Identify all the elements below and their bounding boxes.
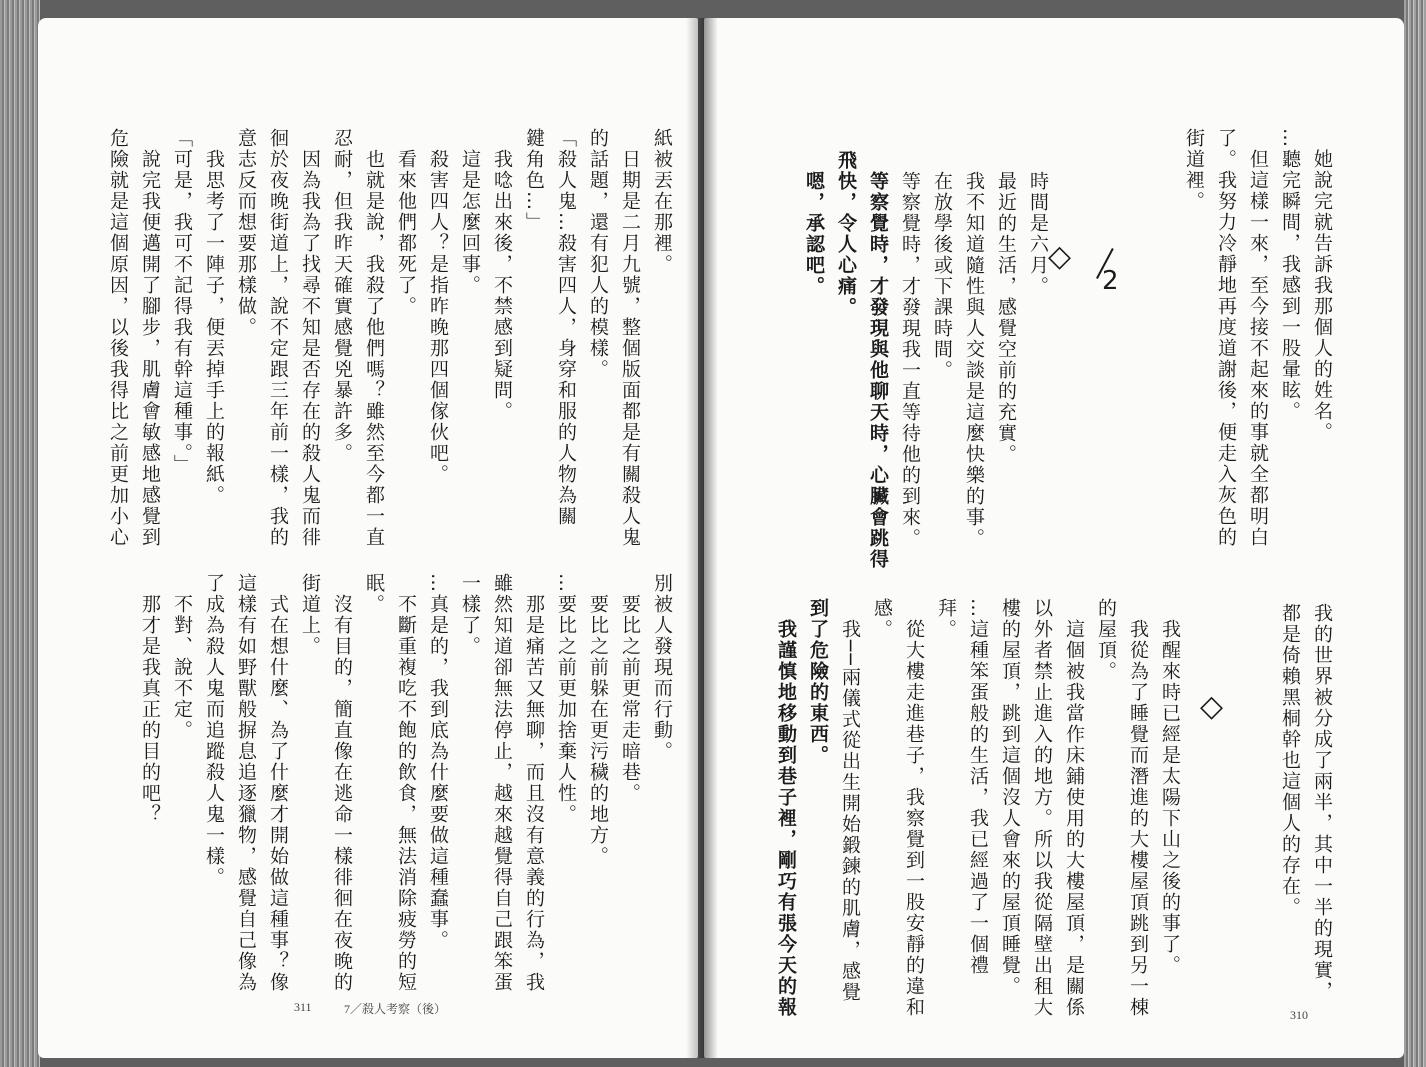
text-line: 飛快，令人心痛。 bbox=[835, 150, 857, 318]
text-line: 危險就是這個原因，以後我得比之前更加小心 bbox=[107, 128, 129, 548]
text-line: 「可是，我可不記得我有幹這種事。」 bbox=[171, 128, 193, 476]
book-gutter-shadow bbox=[686, 18, 718, 1058]
text-line: …真是的，我到底為什麼要做這種蠢事。 bbox=[427, 573, 449, 951]
text-line: 這是怎麼回事。 bbox=[459, 128, 481, 296]
book-page-edges-left bbox=[0, 0, 40, 1067]
text-line: 我思考了一陣子，便丟掉手上的報紙。 bbox=[203, 128, 225, 506]
text-line: 我謹慎地移動到巷子裡，剛巧有張今天的報 bbox=[775, 598, 797, 1018]
text-line: 到了危險的東西。 bbox=[807, 598, 829, 766]
scene-divider-upper: ◇ bbox=[1048, 239, 1072, 274]
text-line: 殺害四人？是指昨晚那四個傢伙吧。 bbox=[427, 128, 449, 485]
text-line: 從大樓走進巷子，我察覺到一股安靜的違和 bbox=[903, 598, 925, 1018]
text-line: 我從為了睡覺而潛進的大樓屋頂跳到另一棟 bbox=[1127, 598, 1149, 1018]
scene-divider-lower: ◇ bbox=[1200, 689, 1224, 724]
text-line: 那才是我真正的目的吧？ bbox=[139, 573, 161, 825]
text-line: 都是倚賴黑桐幹也這個人的存在。 bbox=[1279, 603, 1301, 918]
text-line: 時間是六月。 bbox=[1027, 150, 1049, 297]
text-line: 我醒來時已經是太陽下山之後的事了。 bbox=[1159, 598, 1181, 976]
left-page-upper-text bbox=[102, 128, 678, 548]
text-line: 在放學後或下課時間。 bbox=[931, 150, 953, 381]
text-line: 這樣有如野獸般摒息追逐獵物，感覺自己像為 bbox=[235, 573, 257, 993]
text-line: 「殺人鬼…殺害四人，身穿和服的人物為關 bbox=[555, 128, 577, 527]
text-line: 看來他們都死了。 bbox=[395, 128, 417, 317]
text-line: …這種笨蛋般的生活，我已經過了一個禮 bbox=[967, 598, 989, 976]
text-line: 紙被丟在那裡。 bbox=[651, 128, 673, 275]
text-line: 別被人發現而行動。 bbox=[651, 573, 673, 762]
text-line: 的屋頂。 bbox=[1095, 598, 1117, 682]
text-line: 不斷重複吃不飽的飲食，無法消除疲勞的短 bbox=[395, 573, 417, 993]
text-line: 沒有目的，簡直像在逃命一樣徘徊在夜晚的 bbox=[331, 573, 353, 993]
text-line: 鍵角色…」 bbox=[523, 128, 545, 233]
text-line: 要比之前更常走暗巷。 bbox=[619, 573, 641, 804]
left-page bbox=[38, 18, 698, 1058]
text-line: 那是痛苦又無聊，而且沒有意義的行為，我 bbox=[523, 573, 545, 993]
text-line: 式在想什麼、為了什麼才開始做這種事？像 bbox=[267, 573, 289, 993]
right-page bbox=[704, 18, 1404, 1058]
text-line: 日期是二月九號，整個版面都是有關殺人鬼 bbox=[619, 128, 641, 548]
left-page-lower-text bbox=[134, 573, 678, 993]
text-line: 忍耐，但我昨天確實感覺兇暴許多。 bbox=[331, 128, 353, 464]
text-line: 了。我努力冷靜地再度道謝後，便走入灰色的 bbox=[1215, 128, 1237, 548]
text-line: 我唸出來後，不禁感到疑問。 bbox=[491, 128, 513, 422]
text-line: 最近的生活，感覺空前的充實。 bbox=[995, 150, 1017, 465]
text-line: 了成為殺人鬼而追蹤殺人鬼一樣。 bbox=[203, 573, 225, 888]
right-page-lower-text-part1 bbox=[1274, 603, 1338, 1002]
bleed-through-text bbox=[108, 578, 140, 730]
text-line: 等察覺時，才發現與他聊天時，心臟會跳得 bbox=[867, 150, 889, 570]
text-line: 等察覺時，才發現我一直等待他的到來。 bbox=[899, 150, 921, 549]
text-line: …要比之前更加捨棄人性。 bbox=[555, 573, 577, 825]
text-line: 這個被我當作床鋪使用的大樓屋頂，是關係 bbox=[1063, 598, 1085, 1018]
text-line: 她說完就告訴我那個人的姓名。 bbox=[1311, 128, 1333, 443]
right-page-lower-text-part2 bbox=[770, 598, 1186, 1018]
text-line: 我的世界被分成了兩半，其中一半的現實， bbox=[1311, 603, 1333, 1002]
text-line: 要比之前躲在更污穢的地方。 bbox=[587, 573, 609, 867]
section-number: 2 bbox=[1102, 266, 1119, 296]
text-line: 街道裡。 bbox=[1183, 128, 1205, 212]
text-line: 我──兩儀式從出生開始鍛鍊的肌膚，感覺 bbox=[839, 598, 861, 1003]
text-line: 以外者禁止進入的地方。所以我從隔壁出租大 bbox=[1031, 598, 1053, 1018]
text-line: 眠。 bbox=[363, 573, 385, 615]
running-title: 7／殺人考察（後） bbox=[344, 1002, 447, 1016]
text-line: 的話題，還有犯人的模樣。 bbox=[587, 128, 609, 380]
text-line: 樓的屋頂，跳到這個沒人會來的屋頂睡覺。 bbox=[999, 598, 1021, 997]
right-page-upper-text-part1 bbox=[1178, 128, 1338, 548]
text-line: 說完我便邁開了腳步，肌膚會敏感地感覺到 bbox=[139, 128, 161, 548]
text-line: 雖然知道卻無法停止，越來越覺得自己跟笨蛋 bbox=[491, 573, 513, 993]
text-line: 街道上。 bbox=[299, 573, 321, 657]
text-line: 拜。 bbox=[935, 598, 957, 640]
text-line: 意志反而想要那樣做。 bbox=[235, 128, 257, 338]
text-line: 不對、說不定。 bbox=[171, 573, 193, 741]
text-line: 因為我為了找尋不知是否存在的殺人鬼而徘 bbox=[299, 128, 321, 548]
right-page-upper-text-part2 bbox=[798, 150, 1054, 570]
text-line: …聽完瞬間，我感到一股暈眩。 bbox=[1279, 128, 1301, 422]
text-line: 但這樣一來，至今接不起來的事就全都明白 bbox=[1247, 128, 1269, 548]
page-number-right: 310 bbox=[1290, 1008, 1308, 1022]
text-line: 我不知道隨性與人交談是這麼快樂的事。 bbox=[963, 150, 985, 549]
text-line: 感。 bbox=[871, 598, 893, 640]
chapter-section-number bbox=[1086, 246, 1126, 296]
text-line: 嗯，承認吧。 bbox=[803, 150, 825, 297]
text-line: 也就是說，我殺了他們嗎？雖然至今都一直 bbox=[363, 128, 385, 548]
book-page-edges-right bbox=[1404, 0, 1426, 1067]
text-line: 一樣了。 bbox=[459, 573, 481, 657]
text-line: 徊於夜晚街道上，說不定跟三年前一樣，我的 bbox=[267, 128, 289, 548]
page-number-left: 311 bbox=[294, 1000, 312, 1014]
